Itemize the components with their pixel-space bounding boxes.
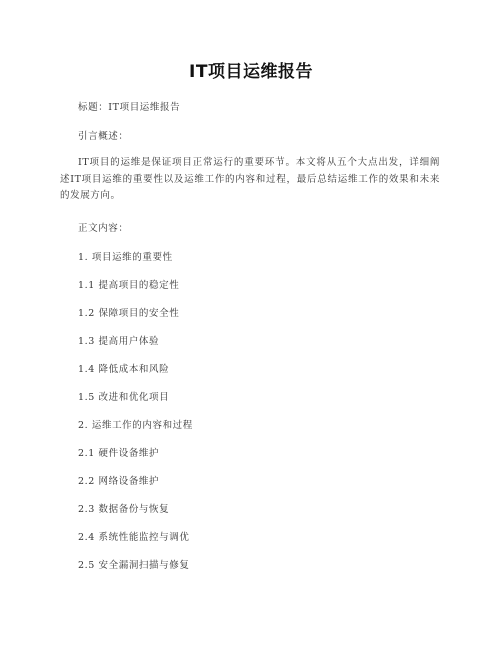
outline-item: 2.2 网络设备维护 [78, 476, 160, 487]
outline-item: 2.1 硬件设备维护 [78, 448, 160, 459]
intro-body: IT项目的运维是保证项目正常运行的重要环节。本文将从五个大点出发，详细阐述IT项目运维的重要性以及运维工作的内容和过程，最后总结运维工作的效果和未来的发展方向。 [60, 157, 440, 201]
title-label: 标题：IT项目运维报告 [78, 102, 181, 113]
outline-item: 1.5 改进和优化项目 [78, 392, 170, 403]
outline-item: 2.3 数据备份与恢复 [78, 504, 170, 515]
outline-item: 1. 项目运维的重要性 [78, 252, 173, 263]
intro-heading: 引言概述： [78, 131, 129, 142]
outline-item: 1.4 降低成本和风险 [78, 364, 170, 375]
main-heading: 正文内容： [78, 223, 129, 234]
outline-item: 2. 运维工作的内容和过程 [78, 420, 193, 431]
outline-item: 1.3 提高用户体验 [78, 336, 160, 347]
outline-item: 2.5 安全漏洞扫描与修复 [78, 560, 190, 571]
outline-item: 1.1 提高项目的稳定性 [78, 280, 180, 291]
outline-item: 1.2 保障项目的安全性 [78, 308, 180, 319]
document-title: IT项目运维报告 [189, 62, 313, 82]
outline-item: 2.4 系统性能监控与调优 [78, 532, 190, 543]
